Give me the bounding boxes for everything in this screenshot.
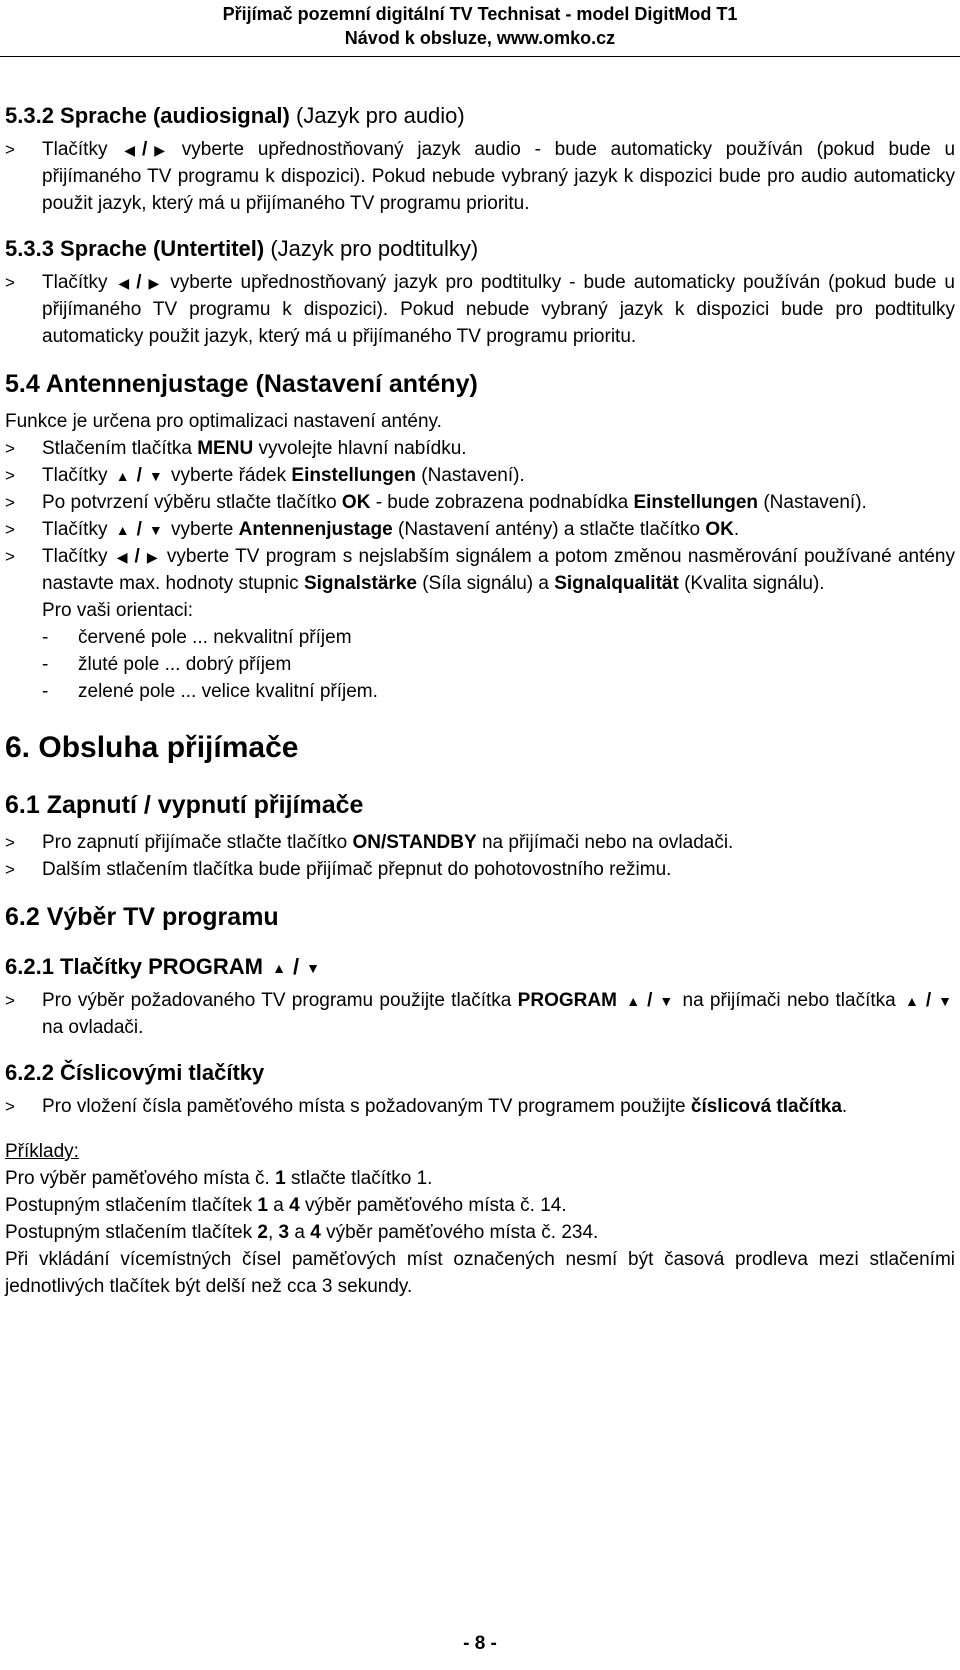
- bullet-icon: >: [5, 520, 15, 539]
- bullet-icon: >: [5, 273, 15, 292]
- page-header: [0, 2, 960, 50]
- header-divider: [0, 56, 960, 57]
- section-5-3-3-heading: 5.3.3 Sprache (Untertitel) (Jazyk pro podtitulky): [5, 236, 479, 261]
- down-arrow-icon: ▼: [148, 521, 163, 538]
- list-item: - červené pole ... nekvalitní příjem: [42, 627, 352, 648]
- left-arrow-icon: ◀: [124, 141, 135, 158]
- up-arrow-icon: ▲: [115, 521, 130, 538]
- slash-separator: /: [136, 272, 142, 293]
- bullet-icon: >: [5, 860, 15, 879]
- bullet-icon: >: [5, 1097, 15, 1116]
- bullet-item: > Pro výběr požadovaného TV programu použijte tlačítka PROGRAM ▲ / ▼ na přijímači nebo tlačítka ▲ / ▼ na ovladači.: [5, 987, 955, 1041]
- up-arrow-icon: ▲: [626, 992, 641, 1009]
- bullet-icon: >: [5, 833, 15, 852]
- up-arrow-icon: ▲: [115, 467, 130, 484]
- slash-separator: /: [925, 990, 932, 1011]
- bullet-icon: >: [5, 493, 15, 512]
- bullet-item: > Pro zapnutí přijímače stlačte tlačítko ON/STANDBY na přijímači nebo na ovladači.: [5, 829, 955, 856]
- section-5-4-heading: 5.4 Antennenjustage (Nastavení antény): [5, 370, 478, 398]
- orientation-label: Pro vaši orientaci:: [42, 600, 194, 621]
- section-5-3-2-heading: 5.3.2 Sprache (audiosignal) (Jazyk pro audio): [5, 103, 465, 128]
- down-arrow-icon: ▼: [938, 992, 952, 1009]
- bullet-item: > Tlačítky ◀ / ▶ vyberte upřednostňovaný jazyk audio - bude automaticky používán (pokud bude u přijímaného TV programu k dispozici). Pokud nebude vybraný jazyk k dispozici bude pro audio automaticky použit jazyk, který má u přijímaného TV programu prioritu.: [5, 136, 955, 217]
- bullet-item: > Tlačítky ▲ / ▼ vyberte řádek Einstellungen (Nastavení).: [5, 462, 955, 489]
- down-arrow-icon: ▼: [659, 992, 674, 1009]
- slash-separator: /: [292, 954, 300, 979]
- right-arrow-icon: ▶: [154, 141, 166, 158]
- section-6-1-heading: 6.1 Zapnutí / vypnutí přijímače: [5, 791, 364, 819]
- slash-separator: /: [136, 465, 142, 486]
- slash-separator: /: [647, 990, 653, 1011]
- page-number: - 8 -: [463, 1633, 497, 1654]
- bullet-item: > Po potvrzení výběru stlačte tlačítko OK - bude zobrazena podnabídka Einstellungen (Nastavení).: [5, 489, 955, 516]
- list-item: - zelené pole ... velice kvalitní příjem.: [42, 681, 378, 702]
- bullet-item: > Tlačítky ▲ / ▼ vyberte Antennenjustage (Nastavení antény) a stlačte tlačítko OK.: [5, 516, 955, 543]
- document-body: [5, 102, 955, 1300]
- bullet-icon: >: [5, 439, 15, 458]
- examples-heading: Příklady:: [5, 1141, 79, 1162]
- up-arrow-icon: ▲: [905, 992, 919, 1009]
- slash-separator: /: [136, 519, 142, 540]
- right-arrow-icon: ▶: [146, 548, 158, 565]
- bullet-icon: >: [5, 547, 15, 566]
- list-item: - žluté pole ... dobrý příjem: [42, 654, 292, 675]
- header-title: Přijímač pozemní digitální TV Technisat - model DigitMod T1: [222, 4, 738, 24]
- left-arrow-icon: ◀: [118, 274, 130, 291]
- slash-separator: /: [141, 139, 148, 160]
- section-6-2-1-heading: 6.2.1 Tlačítky PROGRAM ▲ / ▼: [5, 954, 320, 979]
- bullet-icon: >: [5, 991, 15, 1010]
- bullet-item: > Tlačítky ◀ / ▶ vyberte upřednostňovaný jazyk pro podtitulky - bude automaticky používán (pokud bude u přijímaného TV programu k dispozici). Pokud nebude vybraný jazyk k dispozici bude pro podtitulky automaticky použit jazyk, který má u přijímaného TV programu prioritu.: [5, 269, 955, 350]
- bullet-item: > Pro vložení čísla paměťového místa s požadovaným TV programem použijte číslicová tlačítka.: [5, 1093, 955, 1120]
- example-line: Postupným stlačením tlačítek 1 a 4 výběr paměťového místa č. 14.: [5, 1195, 567, 1216]
- section-6-2-2-heading: 6.2.2 Číslicovými tlačítky: [5, 1060, 265, 1085]
- section-6-heading: 6. Obsluha přijímače: [5, 731, 299, 764]
- header-subtitle: Návod k obsluze, www.omko.cz: [344, 28, 616, 48]
- example-note: Při vkládání vícemístných čísel paměťových míst označených nesmí být časová prodleva mezi stlačeními jednotlivých tlačítek být delší než cca 3 sekundy.: [5, 1249, 955, 1297]
- left-arrow-icon: ◀: [116, 548, 128, 565]
- example-line: Pro výběr paměťového místa č. 1 stlačte tlačítko 1.: [5, 1168, 433, 1189]
- down-arrow-icon: ▼: [306, 960, 320, 977]
- slash-separator: /: [134, 546, 140, 567]
- bullet-icon: >: [5, 140, 15, 159]
- bullet-item: > Dalším stlačením tlačítka bude přijímač přepnut do pohotovostního režimu.: [5, 856, 955, 883]
- section-5-4-intro: Funkce je určena pro optimalizaci nastavení antény.: [5, 411, 442, 432]
- up-arrow-icon: ▲: [272, 960, 286, 977]
- bullet-icon: >: [5, 466, 15, 485]
- down-arrow-icon: ▼: [148, 467, 163, 484]
- right-arrow-icon: ▶: [148, 274, 160, 291]
- example-line: Postupným stlačením tlačítek 2, 3 a 4 výběr paměťového místa č. 234.: [5, 1222, 599, 1243]
- bullet-item: > Stlačením tlačítka MENU vyvolejte hlavní nabídku.: [5, 435, 955, 462]
- section-6-2-heading: 6.2 Výběr TV programu: [5, 903, 279, 931]
- bullet-item: > Tlačítky ◀ / ▶ vyberte TV program s nejslabším signálem a potom změnou nasměrování používané antény nastavte max. hodnoty stupnic Signalstärke (Síla signálu) a Signalqualität (Kvalita signálu).: [5, 543, 955, 597]
